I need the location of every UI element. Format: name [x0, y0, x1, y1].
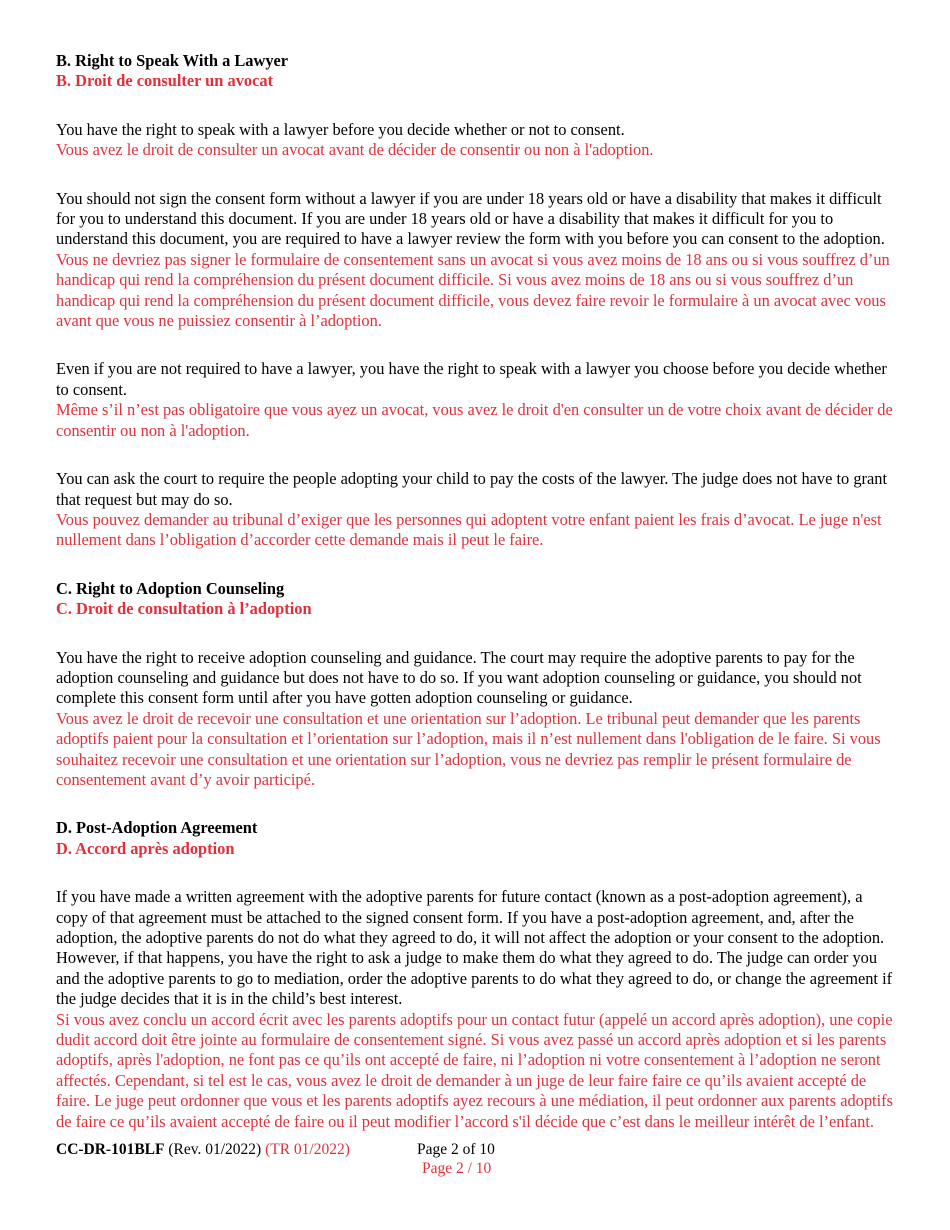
section-b-title-fr: B. Droit de consulter un avocat — [56, 71, 274, 91]
section-c-title-fr: C. Droit de consultation à l’adoption — [56, 599, 312, 619]
section-b-para-1-fr: Vous avez le droit de consulter un avocat avant de décider de consentir ou non à l'adoption. — [56, 140, 654, 160]
section-c-para-1-fr: Vous avez le droit de recevoir une consultation et une orientation sur l’adoption. Le tribunal peut demander que les parents adoptifs paient pour la consultation et l’orientation sur l’adoption, mais il n’est nullement dans l'obligation de le faire. Si vous souhaitez recevoir une consultation et une orientation sur l’adoption, vous ne devriez pas remplir le présent formulaire de consentement avant d’y avoir participé. — [56, 708, 881, 789]
page-number-fr: Page 2 / 10 — [422, 1160, 492, 1177]
section-c-para-1-en: You have the right to receive adoption counseling and guidance. The court may require the adoptive parents to pay for the adoption counseling and guidance but does not have to do so. If you want adoption counseling or guidance, you should not complete this consent form until after you have gotten adoption counseling or guidance. — [56, 647, 862, 708]
section-b-para-4-en: You can ask the court to require the people adopting your child to pay the costs of the lawyer. The judge does not have to grant that request but may do so. — [56, 469, 888, 509]
section-b-para-4-fr: Vous pouvez demander au tribunal d’exiger que les personnes qui adoptent votre enfant paient les frais d’avocat. Le juge n'est nullement dans l’obligation d’accorder cette demande mais il peut le faire. — [56, 509, 882, 550]
section-b-title-en: B. Right to Speak With a Lawyer — [56, 51, 289, 70]
section-b-para-1-en: You have the right to speak with a lawyer before you decide whether or not to consent. — [56, 119, 625, 139]
section-b — [56, 51, 896, 551]
section-d — [56, 818, 896, 1132]
form-revision: (Rev. 01/2022) — [168, 1141, 262, 1158]
section-d-title-en: D. Post-Adoption Agreement — [56, 818, 258, 838]
section-d-title-fr: D. Accord après adoption — [56, 838, 235, 858]
form-translation-revision: (TR 01/2022) — [265, 1141, 350, 1158]
document-page — [56, 51, 896, 1132]
section-d-para-1-en: If you have made a written agreement with the adoptive parents for future contact (known as a post-adoption agreement), a copy of that agreement must be attached to the signed consent form. If you have a post-adoption agreement, and, after the adoption, the adoptive parents do not do what they agreed to do, it will not affect the adoption or your consent to the adoption. However, if that happens, you have the right to ask a judge to make them do what they agreed to do. The judge can order you and the adoptive parents to go to mediation, order the adoptive parents to do what they agreed to do, or change the agreement if the judge decides that it is in the child’s best interest. — [56, 887, 893, 1009]
form-identifier — [56, 1140, 417, 1159]
section-b-para-2-fr: Vous ne devriez pas signer le formulaire de consentement sans un avocat si vous avez moins de 18 ans ou si vous souffrez d’un handicap qui rend la compréhension du présent document difficile. Si vous avez moins de 18 ans ou si vous souffrez d’un handicap qui rend la compréhension du présent document difficile, vous devez faire revoir le formulaire à un avocat avec vous avant que vous ne puissiez consentir à l’adoption. — [56, 249, 890, 331]
section-b-para-2-en: You should not sign the consent form without a lawyer if you are under 18 years old or have a disability that makes it difficult for you to understand this document. If you are under 18 years old or have a disability that makes it difficult for you to understand this document, you are required to have a lawyer review the form with you before you can consent to the adoption. — [56, 188, 885, 249]
section-c-title-en: C. Right to Adoption Counseling — [56, 578, 285, 598]
section-d-para-1-fr: Si vous avez conclu un accord écrit avec les parents adoptifs pour un contact futur (appelé un accord après adoption), une copie dudit accord doit être jointe au formulaire de consentement signé. Si vous avez passé un accord après adoption et si les parents adoptifs, après l'adoption, ne font pas ce qu’ils ont accepté de faire, ni l’adoption ni votre consentement à l’adoption ne seront affectés. Cependant, si tel est le cas, vous avez le droit de demander à un juge de leur faire faire ce qu’ils avaient accepté de faire. Le juge peut ordonner que vous et les parents adoptifs ayez recours à une médiation, il peut ordonner aux parents adoptifs de faire ce qu’ils avaient accepté de faire ou il peut modifier l’accord s'il décide que c’est dans le meilleur intérêt de l’enfant. — [56, 1009, 894, 1131]
section-b-para-3-en: Even if you are not required to have a lawyer, you have the right to speak with a lawyer you choose before you decide whether to consent. — [56, 359, 887, 399]
section-b-para-3-fr: Même s’il n’est pas obligatoire que vous ayez un avocat, vous avez le droit d'en consulter un de votre choix avant de décider de consentir ou non à l'adoption. — [56, 400, 893, 440]
form-id: CC-DR-101BLF — [56, 1141, 165, 1158]
page-number-en: Page 2 of 10 — [417, 1141, 495, 1158]
section-c — [56, 579, 896, 791]
page-footer — [56, 1140, 896, 1178]
